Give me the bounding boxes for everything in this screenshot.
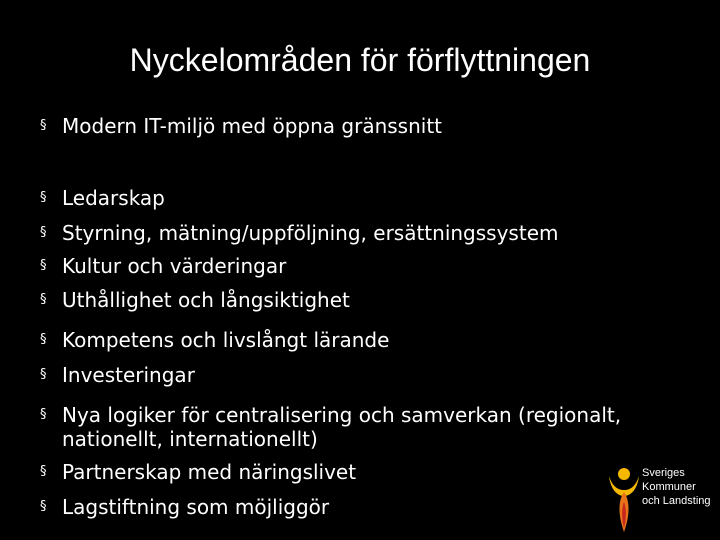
skl-logo [607, 462, 713, 534]
bullet-text: Partnerskap med näringslivet [62, 460, 357, 484]
bullet-item [40, 328, 640, 352]
bullet-text: Uthållighet och långsiktighet [62, 288, 350, 312]
bullet-text: Modern IT-miljö med öppna gränssnitt [62, 114, 442, 138]
bullet-item [40, 186, 640, 210]
bullet-marker: § [40, 258, 47, 273]
bullet-item [40, 254, 640, 278]
bullet-marker: § [40, 332, 47, 347]
bullet-marker: § [40, 407, 47, 422]
logo-head [618, 468, 630, 480]
bullet-marker: § [40, 190, 47, 205]
logo-line: Sveriges [642, 467, 685, 479]
bullet-text: Kultur och värderingar [62, 254, 287, 278]
skl-figure-icon [607, 462, 641, 534]
bullet-text: Kompetens och livslångt lärande [62, 328, 390, 352]
bullet-marker: § [40, 464, 47, 479]
bullet-item [40, 221, 640, 245]
logo-line: Kommuner [642, 481, 696, 493]
bullet-text: Lagstiftning som möjliggör [62, 495, 330, 519]
bullet-text: Styrning, mätning/uppföljning, ersättningssystem [62, 221, 559, 245]
bullet-marker: § [40, 499, 47, 514]
bullet-item [40, 403, 640, 451]
bullet-text: Ledarskap [62, 186, 165, 210]
bullet-text: Nya logiker för centralisering och samverkan (regionalt, nationellt, internationellt) [62, 403, 622, 451]
bullet-text: Investeringar [62, 363, 195, 387]
logo-line: och Landsting [642, 495, 711, 507]
slide-title: Nyckelområden för förflyttningen [129, 42, 591, 78]
bullet-item [40, 114, 640, 138]
bullet-item [40, 460, 640, 484]
logo-wordmark [642, 466, 714, 508]
bullet-item [40, 363, 640, 387]
bullet-marker: § [40, 292, 47, 307]
bullet-item [40, 495, 640, 519]
bullet-marker: § [40, 367, 47, 382]
bullet-marker: § [40, 118, 47, 133]
bullet-item [40, 288, 640, 312]
bullet-marker: § [40, 225, 47, 240]
